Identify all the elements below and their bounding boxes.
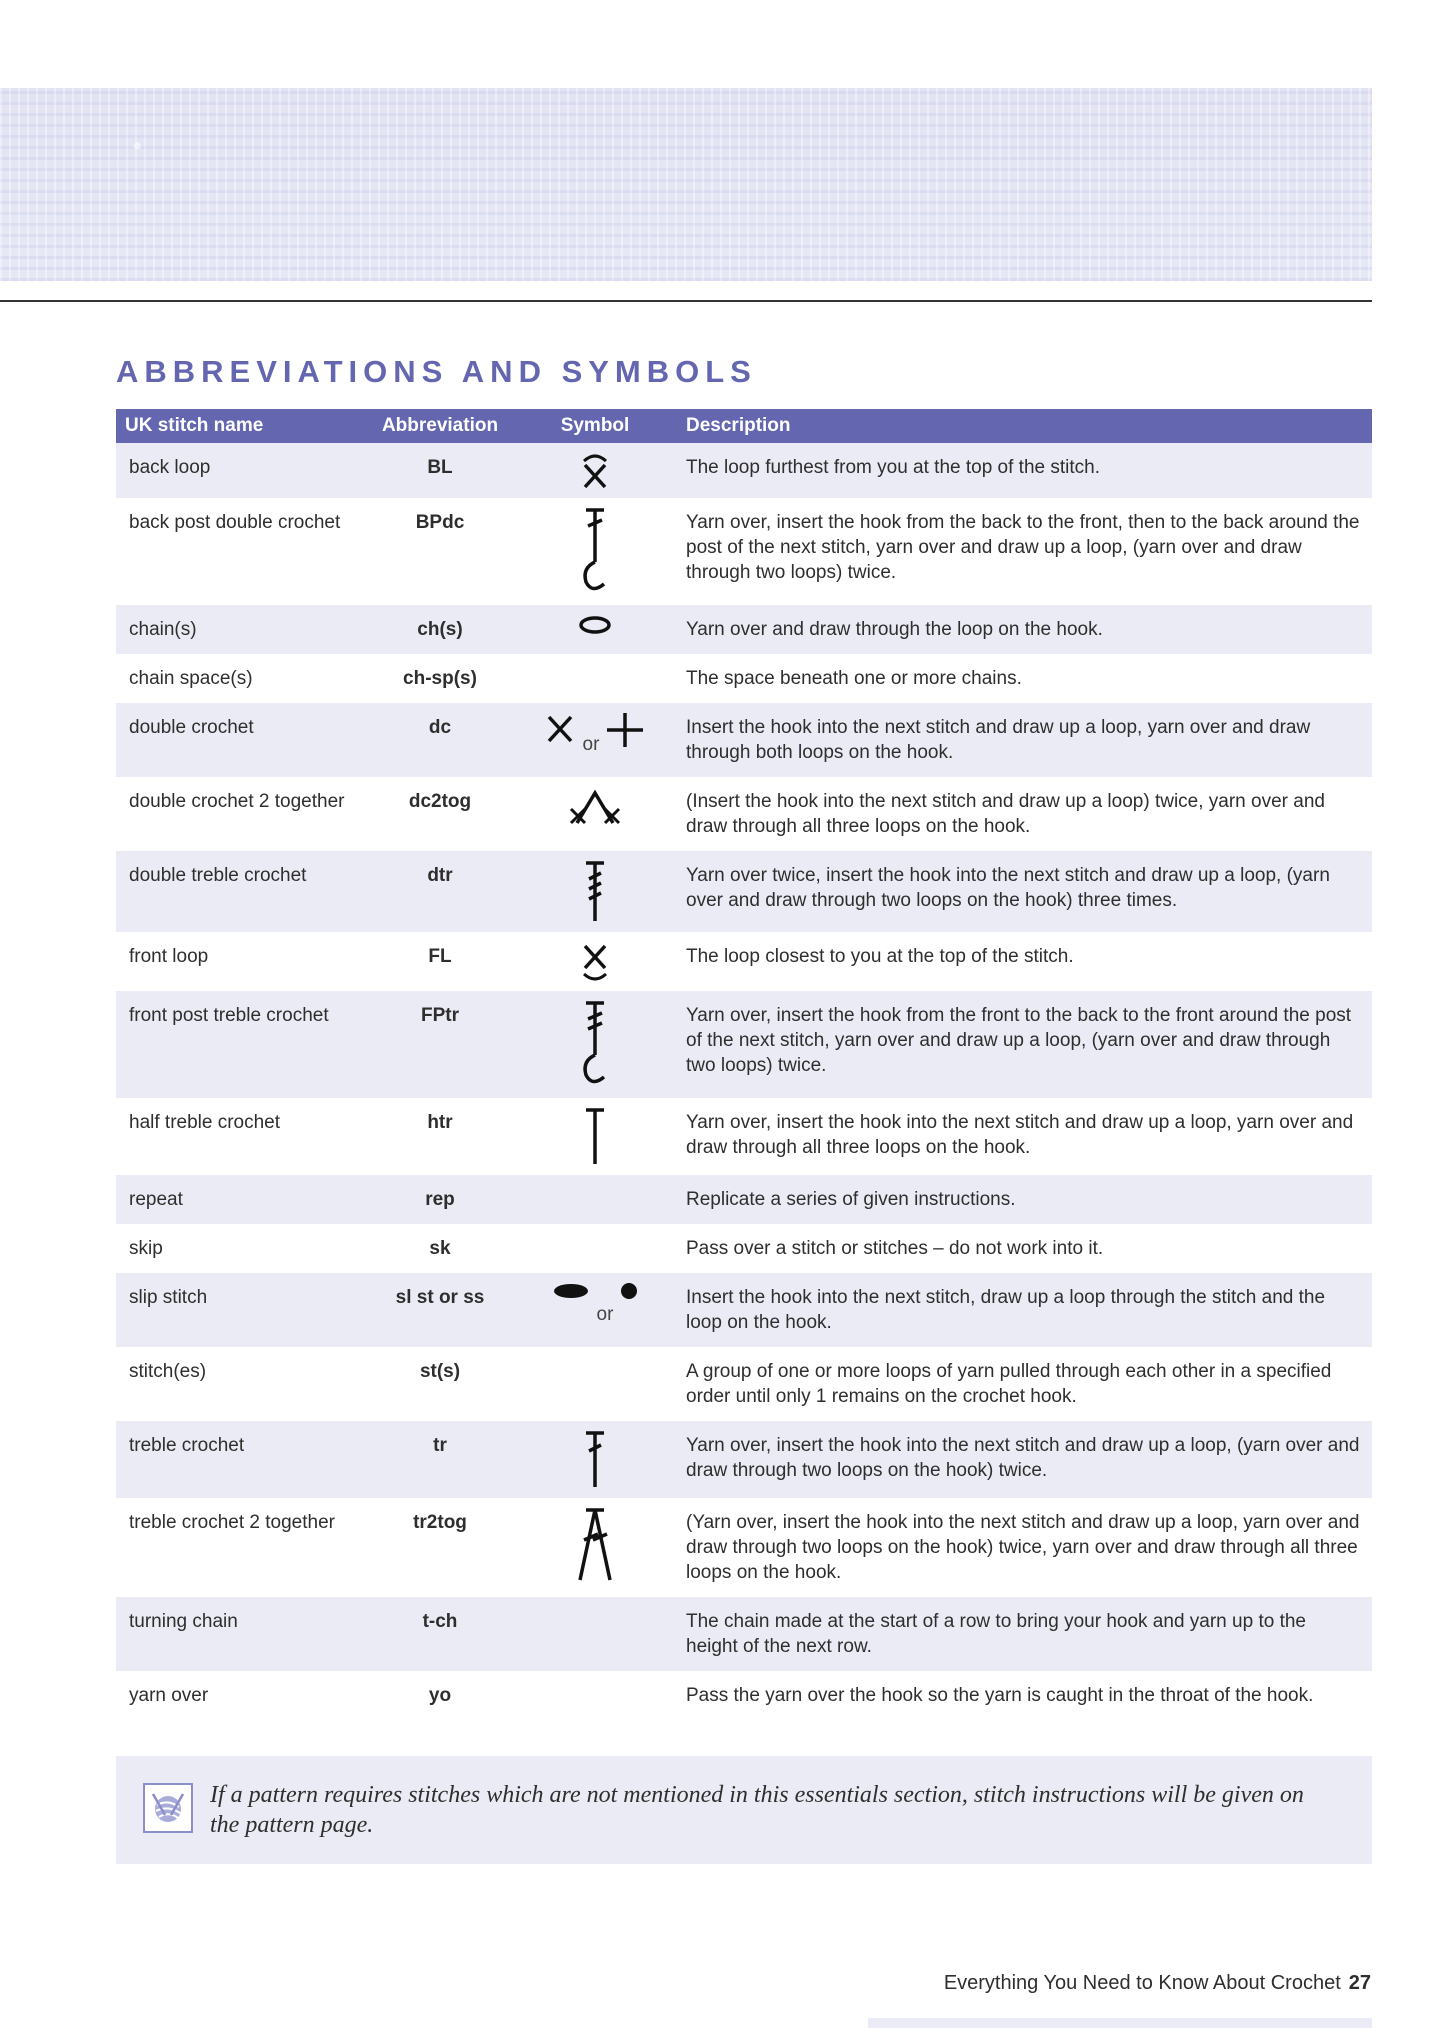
description: Pass the yarn over the hook so the yarn is caught in the throat of the hook. xyxy=(686,1685,1314,1706)
stitch-name: front loop xyxy=(129,946,209,967)
header-abbreviation: Abbreviation xyxy=(381,415,499,436)
stitch-name: back post double crochet xyxy=(129,512,341,533)
symbol-cell xyxy=(510,605,680,654)
abbreviation: st(s) xyxy=(419,1361,461,1382)
stitch-name: double treble crochet xyxy=(129,865,307,886)
abbreviation: dtr xyxy=(427,865,453,886)
double-crochet-symbol xyxy=(545,711,577,752)
symbol-cell xyxy=(510,443,680,498)
abbreviation: yo xyxy=(428,1685,452,1706)
description: Yarn over, insert the hook into the next stitch and draw up a loop, (yarn over and draw through two loops on the hook) twice. xyxy=(686,1435,1360,1481)
abbreviation: t-ch xyxy=(422,1611,458,1632)
table-row xyxy=(116,498,1372,605)
description: Yarn over, insert the hook into the next stitch and draw up a loop, yarn over and draw through all three loops on the hook. xyxy=(686,1112,1354,1158)
symbol-cell xyxy=(510,851,680,932)
abbreviations-table xyxy=(116,409,1372,1720)
front-post-symbol xyxy=(578,999,612,1098)
symbol-cell xyxy=(510,777,680,851)
symbol-cell xyxy=(510,703,680,777)
section-title: ABBREVIATIONS AND SYMBOLS xyxy=(116,354,757,389)
abbreviation: sl st or ss xyxy=(395,1287,485,1308)
note-text: If a pattern requires stitches which are not mentioned in this essentials section, stitch instructions will be given on the pattern page. xyxy=(210,1782,1304,1838)
description: Yarn over, insert the hook from the front to the back to the front around the post of the next stitch, yarn over and draw up a loop, (yarn over and draw through two loops) twice. xyxy=(686,1005,1352,1076)
table-row xyxy=(116,1498,1372,1597)
header-stitch-name: UK stitch name xyxy=(125,415,264,436)
description: The loop closest to you at the top of the stitch. xyxy=(686,946,1074,967)
table-row xyxy=(116,605,1372,654)
dc2tog-symbol xyxy=(569,785,621,834)
description: Yarn over, insert the hook from the back to the front, then to the back around the post of the next stitch, yarn over and draw up a loop, (yarn over and draw through two loops) twice. xyxy=(686,512,1360,583)
symbol-or-label: or xyxy=(582,733,600,755)
table-row xyxy=(116,1421,1372,1498)
slip-stitch-symbol-alt xyxy=(619,1281,639,1308)
description: Yarn over twice, insert the hook into the next stitch and draw up a loop, (yarn over and draw through two loops on the hook) three times. xyxy=(686,865,1330,911)
stitch-name: chain space(s) xyxy=(129,668,253,689)
note-box xyxy=(116,1756,1372,1864)
stitch-name: treble crochet xyxy=(129,1435,245,1456)
double-crochet-symbol-alt xyxy=(605,711,645,756)
half-treble-symbol xyxy=(580,1106,610,1175)
table-row xyxy=(116,1098,1372,1175)
description: The chain made at the start of a row to bring your hook and yarn up to the height of the next row. xyxy=(686,1611,1306,1657)
abbreviation: FL xyxy=(428,946,452,967)
header-description: Description xyxy=(686,415,791,436)
symbol-or-label: or xyxy=(596,1303,614,1325)
abbreviation: dc xyxy=(428,717,452,738)
abbreviation: BPdc xyxy=(415,512,465,533)
description: A group of one or more loops of yarn pulled through each other in a specified order until only 1 remains on the crochet hook. xyxy=(686,1361,1332,1407)
description: Replicate a series of given instructions. xyxy=(686,1189,1016,1210)
page-footer xyxy=(944,1972,1371,1995)
double-treble-symbol xyxy=(580,859,610,932)
symbol-cell xyxy=(510,1671,680,1720)
stitch-name: chain(s) xyxy=(129,619,197,640)
symbol-cell xyxy=(510,1273,680,1347)
stitch-name: half treble crochet xyxy=(129,1112,281,1133)
symbol-cell xyxy=(510,1224,680,1273)
yarn-ball-icon xyxy=(143,1783,193,1833)
abbreviation: tr2tog xyxy=(413,1512,467,1533)
symbol-cell xyxy=(510,1597,680,1671)
abbreviation: FPtr xyxy=(421,1005,459,1026)
symbol-cell xyxy=(510,498,680,605)
description: Insert the hook into the next stitch, draw up a loop through the stitch and the loop on the hook. xyxy=(686,1287,1326,1333)
symbol-cell xyxy=(510,654,680,703)
table-row xyxy=(116,991,1372,1098)
slip-stitch-symbol xyxy=(551,1281,591,1308)
back-loop-symbol xyxy=(578,451,612,498)
abbreviation: BL xyxy=(427,457,453,478)
table-body xyxy=(116,443,1372,1720)
stitch-name: slip stitch xyxy=(129,1287,208,1308)
abbreviation: dc2tog xyxy=(408,791,472,812)
abbreviation: sk xyxy=(429,1238,451,1259)
table-row xyxy=(116,777,1372,851)
table-row xyxy=(116,1671,1372,1720)
stitch-name: double crochet xyxy=(129,717,254,738)
chain-symbol xyxy=(576,613,614,644)
book-title: Everything You Need to Know About Crochet xyxy=(943,1972,1341,1994)
description: The loop furthest from you at the top of the stitch. xyxy=(686,457,1101,478)
symbol-cell xyxy=(510,1098,680,1175)
table-row xyxy=(116,1273,1372,1347)
stitch-name: stitch(es) xyxy=(129,1361,207,1382)
stitch-name: repeat xyxy=(129,1189,183,1210)
stitch-name: treble crochet 2 together xyxy=(129,1512,335,1533)
symbol-cell xyxy=(510,991,680,1098)
footer-bar xyxy=(868,2018,1372,2028)
table-row xyxy=(116,654,1372,703)
description: Pass over a stitch or stitches – do not work into it. xyxy=(686,1238,1104,1259)
treble-symbol xyxy=(580,1429,610,1498)
abbreviation: rep xyxy=(425,1189,455,1210)
abbreviation: tr xyxy=(433,1435,447,1456)
header-banner-image xyxy=(0,88,1372,281)
table-row xyxy=(116,703,1372,777)
description: The space beneath one or more chains. xyxy=(686,668,1022,689)
divider xyxy=(0,300,1372,302)
table-header xyxy=(116,409,1372,443)
description: Insert the hook into the next stitch and draw up a loop, yarn over and draw through both loops on the hook. xyxy=(686,717,1311,763)
back-post-symbol xyxy=(578,506,612,605)
table-row xyxy=(116,851,1372,932)
table-row xyxy=(116,1224,1372,1273)
front-loop-symbol xyxy=(578,940,612,991)
stitch-name: yarn over xyxy=(129,1685,209,1706)
stitch-name: front post treble crochet xyxy=(129,1005,329,1026)
table-row xyxy=(116,443,1372,498)
header-symbol: Symbol xyxy=(560,415,630,436)
table-row xyxy=(116,932,1372,991)
symbol-cell xyxy=(510,1175,680,1224)
description: (Insert the hook into the next stitch and draw up a loop) twice, yarn over and draw through all three loops on the hook. xyxy=(686,791,1325,837)
tr2tog-symbol xyxy=(572,1506,618,1591)
table-row xyxy=(116,1175,1372,1224)
stitch-name: skip xyxy=(129,1238,163,1259)
symbol-cell xyxy=(510,1347,680,1421)
page-number: 27 xyxy=(1348,1972,1371,1994)
abbreviation: ch(s) xyxy=(417,619,463,640)
table-row xyxy=(116,1597,1372,1671)
description: Yarn over and draw through the loop on the hook. xyxy=(686,619,1103,640)
symbol-cell xyxy=(510,1498,680,1597)
stitch-name: double crochet 2 together xyxy=(129,791,345,812)
description: (Yarn over, insert the hook into the next stitch and draw up a loop, yarn over and draw through two loops on the hook) twice, yarn over and draw through all three loops on the hook. xyxy=(686,1512,1360,1583)
stitch-name: turning chain xyxy=(129,1611,238,1632)
stitch-name: back loop xyxy=(129,457,211,478)
table-row xyxy=(116,1347,1372,1421)
abbreviation: ch-sp(s) xyxy=(403,668,477,689)
symbol-cell xyxy=(510,1421,680,1498)
symbol-cell xyxy=(510,932,680,991)
abbreviation: htr xyxy=(427,1112,453,1133)
